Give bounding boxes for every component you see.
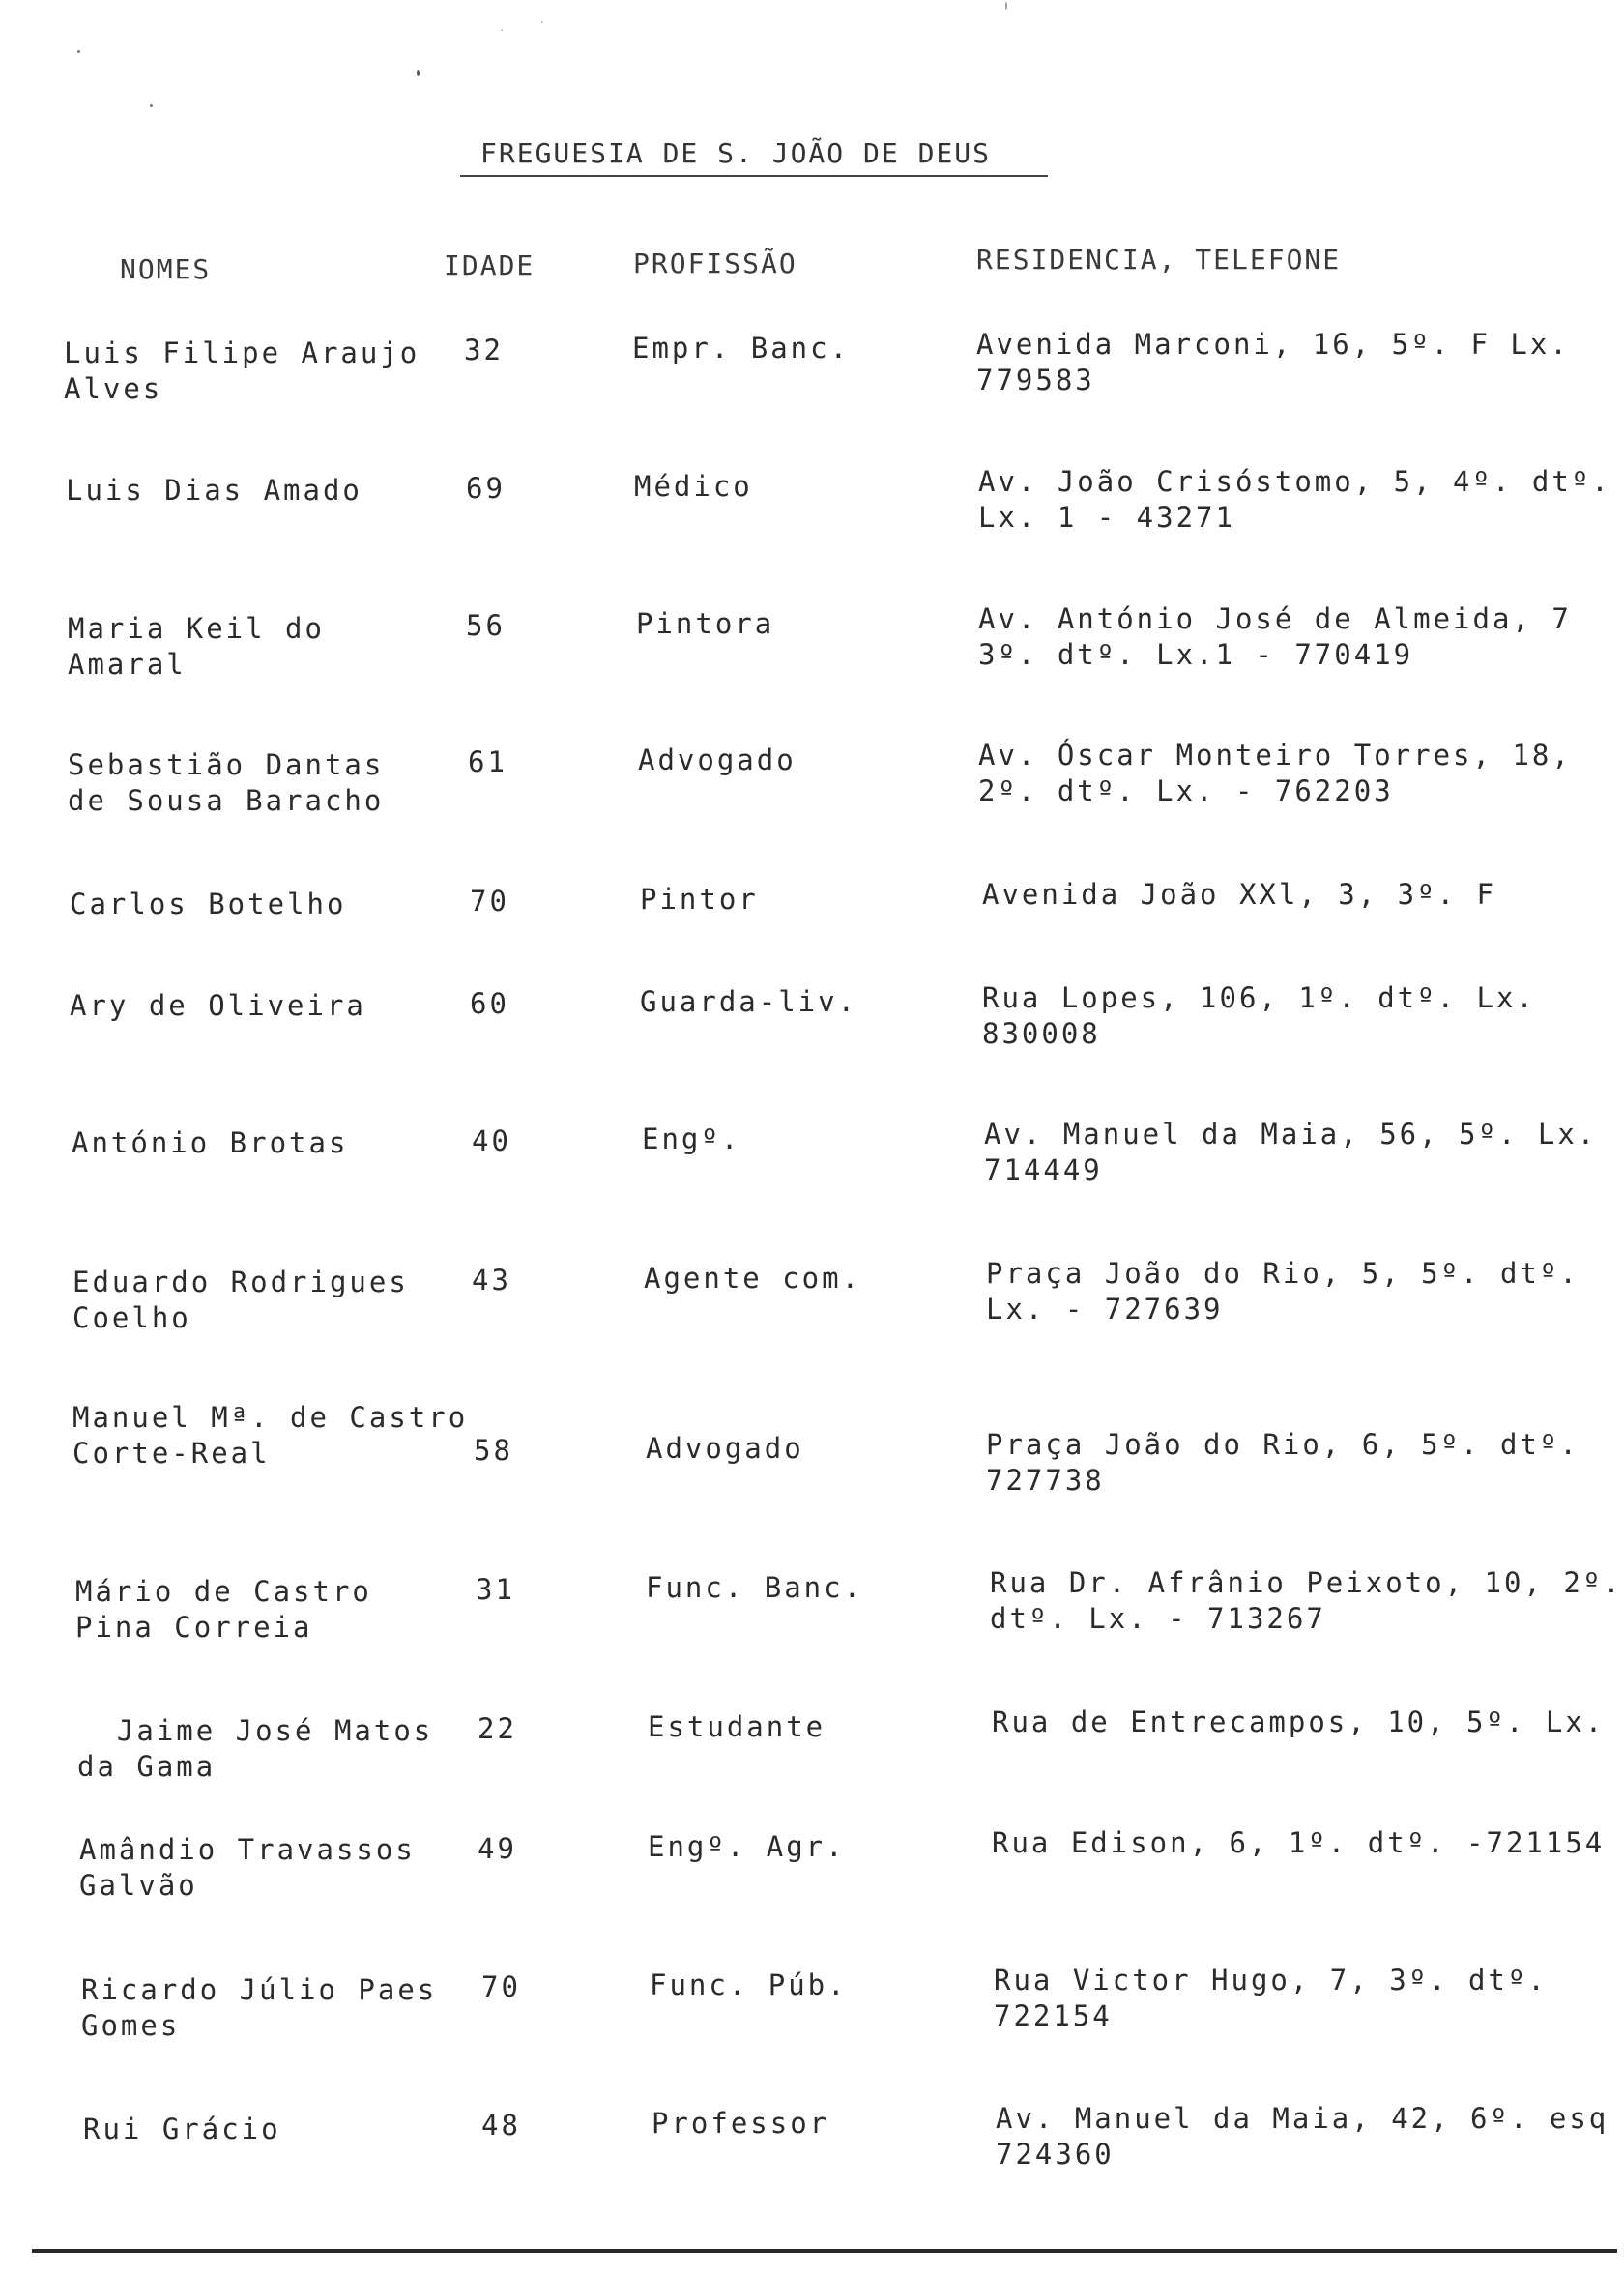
row-name: Mário de Castro Pina Correia: [75, 1575, 372, 1644]
row-residence: Rua Dr. Afrânio Peixoto, 10, 2º. dtº. Lx. - 713267: [990, 1566, 1623, 1635]
row-age: 60: [470, 987, 509, 1020]
scan-speck: [1005, 2, 1007, 10]
page-title: FREGUESIA DE S. JOÃO DE DEUS: [480, 137, 992, 169]
row-name: Ary de Oliveira: [70, 989, 366, 1022]
row-age: 22: [478, 1712, 517, 1745]
row-profession: Engº.: [642, 1122, 741, 1155]
row-residence: Praça João do Rio, 6, 5º. dtº. 727738: [986, 1428, 1580, 1497]
row-residence: Rua Lopes, 106, 1º. dtº. Lx. 830008: [982, 981, 1536, 1050]
row-residence: Rua de Entrecampos, 10, 5º. Lx.: [992, 1706, 1606, 1738]
row-name: Luis Filipe Araujo Alves: [64, 336, 420, 405]
row-profession: Engº. Agr.: [648, 1830, 846, 1863]
row-profession: Empr. Banc.: [632, 332, 851, 364]
scan-speck: [541, 21, 543, 23]
row-residence: Av. Manuel da Maia, 42, 6º. esq 724360: [996, 2102, 1610, 2171]
scan-speck: [150, 104, 153, 107]
row-name: Manuel Mª. de Castro Corte-Real: [72, 1401, 469, 1470]
row-profession: Guarda-liv.: [640, 985, 858, 1018]
row-name: António Brotas: [72, 1126, 349, 1159]
column-header-residence: RESIDENCIA, TELEFONE: [976, 244, 1342, 276]
row-age: 40: [472, 1124, 511, 1157]
row-age: 69: [466, 472, 506, 505]
row-residence: Avenida Marconi, 16, 5º. F Lx. 779583: [976, 328, 1570, 396]
row-profession: Pintora: [636, 607, 775, 640]
row-name: Sebastião Dantas de Sousa Baracho: [68, 748, 385, 817]
scan-speck: [77, 50, 80, 53]
row-age: 61: [468, 745, 508, 778]
row-residence: Av. Óscar Monteiro Torres, 18, 2º. dtº. Lx. - 762203: [978, 739, 1572, 807]
row-name: Ricardo Júlio Paes Gomes: [81, 1973, 438, 2042]
row-age: 43: [472, 1264, 511, 1297]
row-name: Maria Keil do Amaral: [68, 612, 325, 681]
row-residence: Praça João do Rio, 5, 5º. dtº. Lx. - 727639: [986, 1257, 1580, 1326]
row-profession: Médico: [634, 470, 753, 503]
title-underline: [460, 175, 1048, 177]
row-name: Rui Grácio: [83, 2113, 281, 2145]
row-name: Eduardo Rodrigues Coelho: [72, 1266, 409, 1334]
row-age: 70: [470, 885, 509, 918]
scan-speck: [417, 70, 420, 76]
row-age: 70: [481, 1970, 521, 2003]
row-residence: Av. António José de Almeida, 7 3º. dtº. Lx.1 - 770419: [978, 602, 1572, 671]
row-name: Luis Dias Amado: [66, 474, 362, 507]
row-age: 48: [481, 2109, 521, 2142]
row-age: 58: [474, 1434, 513, 1467]
row-profession: Agente com.: [644, 1262, 862, 1295]
row-residence: Av. João Crisóstomo, 5, 4º. dtº. Lx. 1 - 43271: [978, 465, 1611, 534]
row-profession: Advogado: [638, 743, 797, 776]
row-name: Amândio Travassos Galvão: [79, 1833, 416, 1902]
row-age: 31: [476, 1573, 515, 1606]
column-header-name: NOMES: [120, 253, 212, 285]
row-age: 32: [464, 334, 504, 366]
row-residence: Rua Edison, 6, 1º. dtº. -721154: [992, 1826, 1606, 1859]
bottom-rule: [32, 2249, 1617, 2253]
row-profession: Estudante: [648, 1710, 826, 1743]
row-residence: Rua Victor Hugo, 7, 3º. dtº. 722154: [994, 1964, 1548, 2032]
row-name: Carlos Botelho: [70, 888, 347, 920]
column-header-profession: PROFISSÃO: [633, 248, 798, 279]
row-residence: Av. Manuel da Maia, 56, 5º. Lx. 714449: [984, 1118, 1598, 1186]
row-profession: Pintor: [640, 883, 759, 916]
column-header-age: IDADE: [444, 249, 536, 281]
row-profession: Func. Banc.: [646, 1571, 864, 1604]
row-profession: Func. Púb.: [650, 1968, 848, 2001]
row-residence: Avenida João XXl, 3, 3º. F: [982, 878, 1496, 911]
row-profession: Advogado: [646, 1432, 804, 1465]
scan-speck: [501, 29, 503, 31]
row-age: 56: [466, 609, 506, 642]
row-profession: Professor: [652, 2107, 830, 2140]
row-name: Jaime José Matos da Gama: [77, 1714, 434, 1783]
row-age: 49: [478, 1832, 517, 1865]
